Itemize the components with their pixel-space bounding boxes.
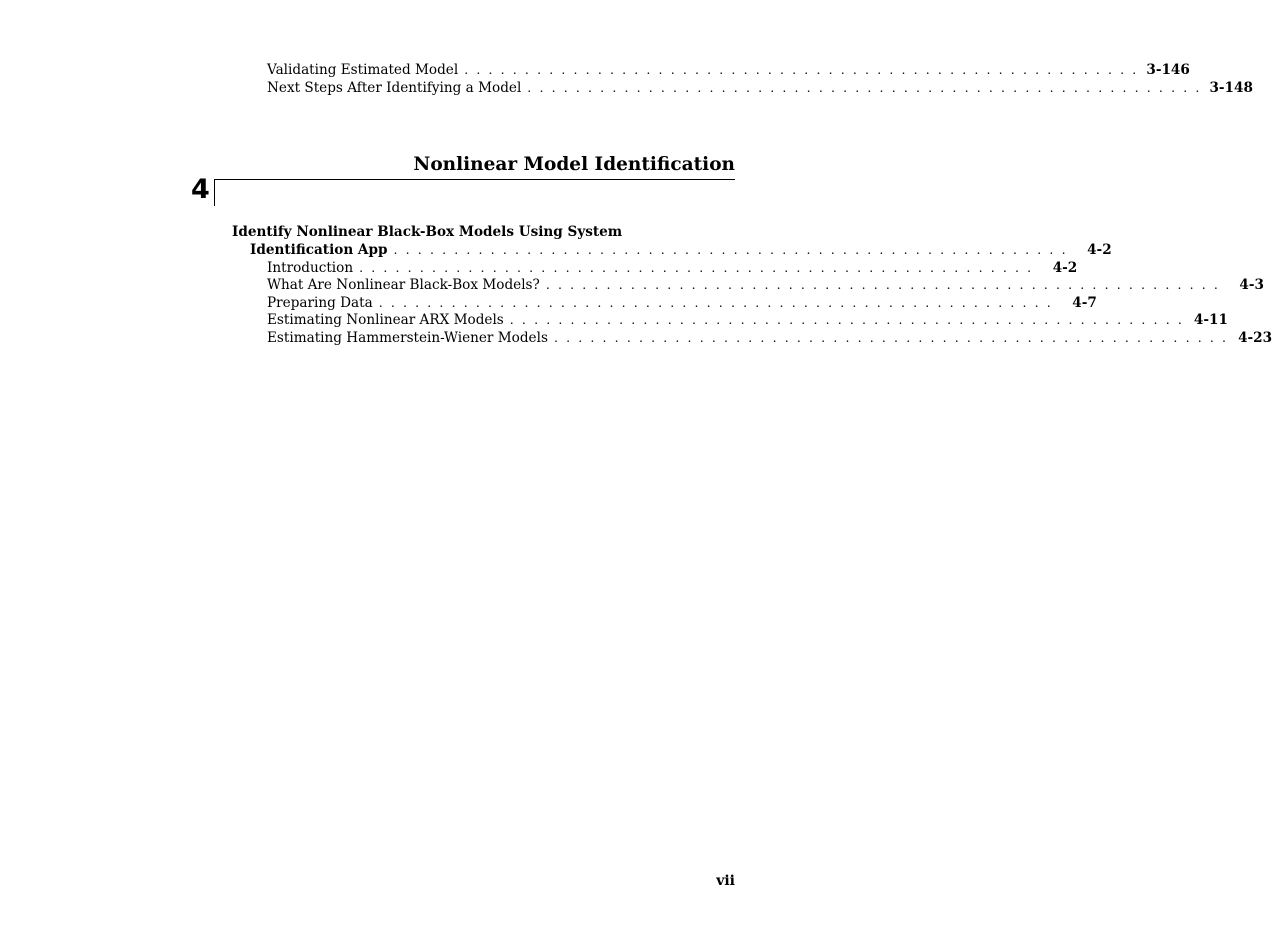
section-page: 4-2	[1087, 242, 1112, 258]
leader-dots: . . . . . . . . . . . . . . . . . . . . . . . . . . . . . . . . . . . . . . . . . . . . . . . . . . . . . . . .	[359, 260, 1034, 275]
toc-entry-label: Introduction	[267, 260, 354, 276]
toc-entry-label: Preparing Data	[267, 295, 373, 311]
toc-entry-page: 4-11	[1193, 312, 1228, 328]
section-entry[interactable]	[250, 241, 1112, 259]
leader-dots: . . . . . . . . . . . . . . . . . . . . . . . . . . . . . . . . . . . . . . . . . . . . . . . . . . . . . . . .	[509, 312, 1184, 327]
leader-dots: . . . . . . . . . . . . . . . . . . . . . . . . . . . . . . . . . . . . . . . . . . . . . . . . . . . . . . . .	[464, 62, 1139, 77]
toc-entry[interactable]	[267, 61, 1190, 79]
leader-dots: . . . . . . . . . . . . . . . . . . . . . . . . . . . . . . . . . . . . . . . . . . . . . . . . . . . . . . . .	[378, 295, 1053, 310]
chapter-rule	[214, 179, 735, 180]
toc-entry-label: Next Steps After Identifying a Model	[267, 80, 522, 96]
chapter-number: 4	[191, 174, 210, 205]
toc-entry[interactable]	[267, 294, 1097, 312]
toc-entry[interactable]	[267, 311, 1228, 329]
toc-entry[interactable]	[267, 259, 1078, 277]
toc-entry-label: Estimating Hammerstein-Wiener Models	[267, 330, 548, 346]
toc-entry[interactable]	[267, 329, 1272, 347]
toc-entry-page: 4-3	[1239, 277, 1264, 293]
toc-entry-label: Estimating Nonlinear ARX Models	[267, 312, 504, 328]
leader-dots: . . . . . . . . . . . . . . . . . . . . . . . . . . . . . . . . . . . . . . . . . . . . . . . . . . . . . . . .	[527, 80, 1202, 95]
leader-dots: . . . . . . . . . . . . . . . . . . . . . . . . . . . . . . . . . . . . . . . . . . . . . . . . . . . . . . . .	[553, 330, 1229, 345]
toc-entry-page: 4-2	[1052, 260, 1078, 276]
section-title[interactable]: Identify Nonlinear Black-Box Models Using System	[232, 224, 623, 240]
toc-entry-page: 3-148	[1209, 80, 1253, 96]
toc-entry-page: 4-7	[1072, 295, 1097, 311]
section-title-continued: Identification App	[250, 242, 388, 258]
leader-dots: . . . . . . . . . . . . . . . . . . . . . . . . . . . . . . . . . . . . . . . . . . . . . . . . . . . . . . . .	[393, 242, 1068, 257]
toc-entry-page: 3-146	[1146, 62, 1190, 78]
page-number: vii	[716, 873, 735, 889]
toc-entry-label: What Are Nonlinear Black-Box Models?	[267, 277, 540, 293]
chapter-title: Nonlinear Model Identification	[413, 154, 735, 175]
toc-entry[interactable]	[267, 276, 1264, 294]
toc-entry-label: Validating Estimated Model	[267, 62, 459, 78]
leader-dots: . . . . . . . . . . . . . . . . . . . . . . . . . . . . . . . . . . . . . . . . . . . . . . . . . . . . . . . .	[545, 277, 1220, 292]
toc-entry[interactable]	[267, 79, 1253, 97]
chapter-rule-tick	[214, 179, 215, 206]
toc-entry-page: 4-23	[1238, 330, 1272, 346]
